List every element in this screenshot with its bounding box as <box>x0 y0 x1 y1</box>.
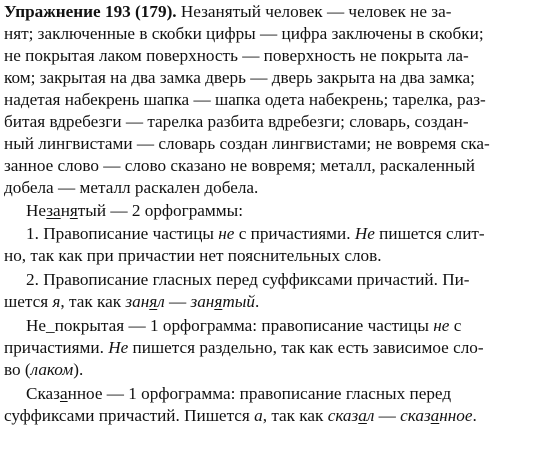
analysis-word-1: Незанятый — 2 орфограммы: <box>26 201 243 220</box>
exercise-line-2: нят; заключенные в скобки цифры — цифра заключены в скобки; <box>4 24 484 43</box>
exercise-heading: Упражнение 193 (179). <box>4 2 177 21</box>
rule-line-4: шется я, так как занял — занятый. <box>4 292 260 311</box>
exercise-line-6: битая вдребезги — тарелка разбита вдребезги; словарь, создан- <box>4 112 469 131</box>
exercise-line-5: надетая набекрень шапка — шапка одета набекрень; тарелка, раз- <box>4 90 486 109</box>
rule-line-2: но, так как при причастии нет пояснительных слов. <box>4 246 382 265</box>
analysis-word-3: Сказанное — 1 орфограмма: правописание гласных перед <box>26 384 452 403</box>
exercise-line-9: добела — металл раскален добела. <box>4 178 259 197</box>
analysis-word-2: Не_покрытая — 1 орфограмма: правописание частицы не с <box>26 316 462 335</box>
exercise-line-3: не покрытая лаком поверхность — поверхность не покрыта ла- <box>4 46 469 65</box>
rule-line-3: 2. Правописание гласных перед суффиксами причастий. Пи- <box>26 270 470 289</box>
analysis-line-4: суффиксами причастий. Пишется а, так как сказал — сказанное. <box>4 406 477 425</box>
analysis-line-2: причастиями. Не пишется раздельно, так как есть зависимое сло- <box>4 338 484 357</box>
analysis-line-3: во (лаком). <box>4 360 84 379</box>
exercise-line-4: ком; закрытая на два замка дверь — дверь закрыта на два замка; <box>4 68 475 87</box>
exercise-line-8: занное слово — слово сказано не вовремя; металл, раскаленный <box>4 156 475 175</box>
exercise-line-1: Упражнение 193 (179). Незанятый человек — человек не за- <box>4 2 452 21</box>
rule-line-1: 1. Правописание частицы не с причастиями. Не пишется слит- <box>26 224 485 243</box>
exercise-line-7: ный лингвистами — словарь создан лингвистами; не вовремя ска- <box>4 134 490 153</box>
